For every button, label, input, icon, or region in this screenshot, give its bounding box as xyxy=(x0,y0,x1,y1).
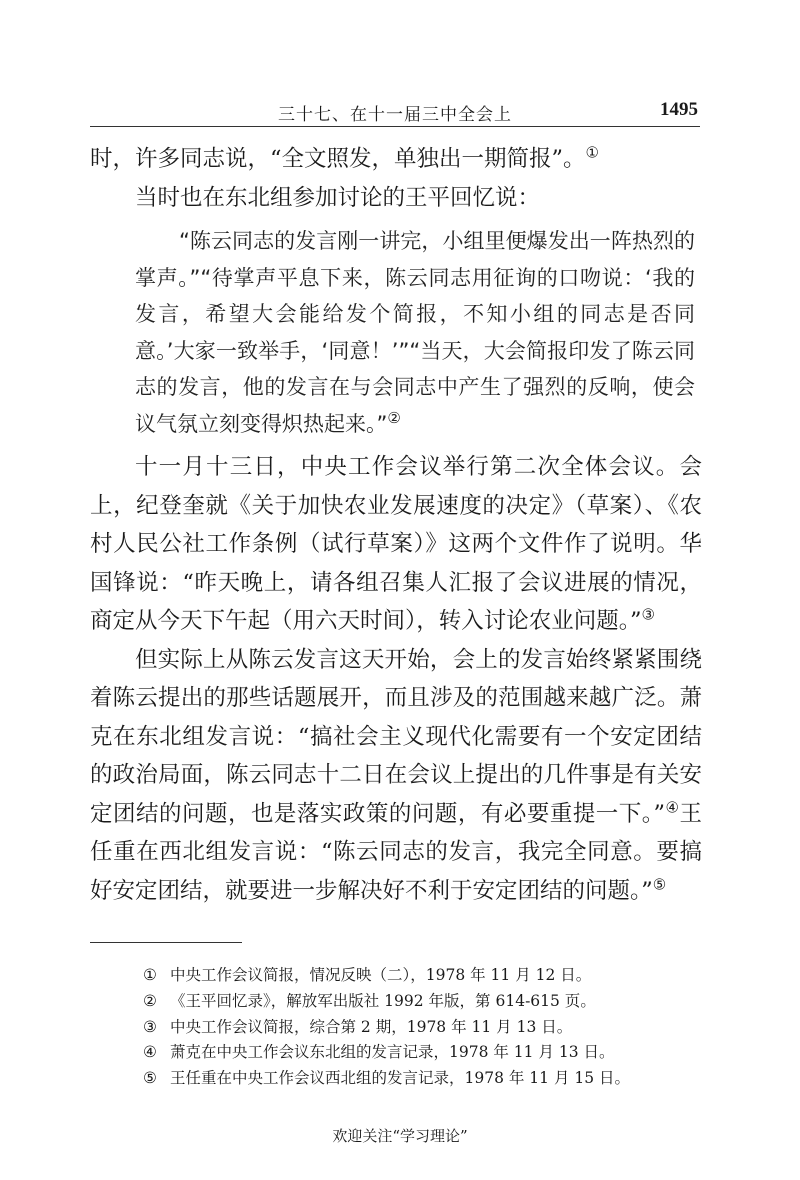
footnote-number: ④ xyxy=(143,1043,157,1062)
main-text xyxy=(90,140,702,910)
footnote xyxy=(143,989,703,1015)
footnote-ref-4: ④ xyxy=(665,798,680,816)
paragraph-4 xyxy=(90,641,702,911)
footnote xyxy=(143,1066,703,1092)
paragraph-2-text: 当时也在东北组参加讨论的王平回忆说： xyxy=(135,184,541,211)
paragraph-1 xyxy=(90,140,702,179)
paragraph-3-text: 十一月十三日，中央工作会议举行第二次全体会议。会上，纪登奎就《关于加快农业发展速度的决定》（草案）、《农村人民公社工作条例（试行草案）》这两个文件作了说明。华国锋说：“昨天晚上，请各组召集人汇报了会议进展的情况，商定从今天下午起（用六天时间），转入讨论农业问题。” xyxy=(90,454,702,634)
footnote-number: ⑤ xyxy=(143,1069,157,1088)
running-header xyxy=(90,100,700,127)
footnotes xyxy=(143,963,703,1092)
footnote-ref-2: ② xyxy=(387,408,401,427)
footnote-divider xyxy=(90,942,242,943)
footnote-number: ① xyxy=(143,966,157,984)
footnote-text: 中央工作会议简报，综合第 2 期，1978 年 11 月 13 日。 xyxy=(170,1017,573,1036)
footnote-text: 《王平回忆录》，解放军出版社 1992 年版，第 614-615 页。 xyxy=(170,991,596,1010)
footnote-number: ③ xyxy=(143,1017,157,1036)
page-number: 1495 xyxy=(660,99,698,120)
paragraph-4-text-a: 但实际上从陈云发言这天开始，会上的发言始终紧紧围绕着陈云提出的那些话题展开，而且涉及的范围越来越广泛。萧克在东北组发言说：“搞社会主义现代化需要有一个安定团结的政治局面，陈云同志十二日在会议上提出的几件事是有关安定团结的问题，也是落实政策的问题，有必要重提一下。” xyxy=(90,646,702,827)
footnote-ref-1: ① xyxy=(585,143,599,162)
block-quote xyxy=(135,223,695,442)
paragraph-2 xyxy=(90,179,702,218)
footer-caption: 欢迎关注“学习理论” xyxy=(332,1127,468,1145)
paragraph-1-text: 时，许多同志说，“全文照发，单独出一期简报”。 xyxy=(90,146,586,172)
footnote xyxy=(143,1040,703,1066)
paragraph-3 xyxy=(90,448,702,641)
footnote-number: ② xyxy=(143,991,157,1010)
footnote-text: 萧克在中央工作会议东北组的发言记录，1978 年 11 月 13 日。 xyxy=(170,1043,615,1062)
block-quote-text: “陈云同志的发言刚一讲完，小组里便爆发出一阵热烈的掌声。”“待掌声平息下来，陈云同志用征询的口吻说：‘我的发言，希望大会能给发个简报，不知小组的同志是否同意。’大家一致举手，‘同意！’”“当天，大会简报印发了陈云同志的发言，他的发言在与会同志中产生了强烈的反响，使会议气氛立刻变得炽热起来。” xyxy=(135,229,695,436)
footnote-ref-5: ⑤ xyxy=(652,875,667,893)
paragraph-4-text-b: 王任重在西北组发言说：“陈云同志的发言，我完全同意。要搞好安定团结，就要进一步解决好不利于安定团结的问题。” xyxy=(90,800,702,904)
footnote-text: 王任重在中央工作会议西北组的发言记录，1978 年 11 月 15 日。 xyxy=(170,1069,631,1088)
footnote-ref-3: ③ xyxy=(641,605,655,624)
footnote xyxy=(143,1015,703,1041)
footnote-text: 中央工作会议简报，情况反映（二），1978 年 11 月 12 日。 xyxy=(170,966,592,984)
footnote xyxy=(143,963,703,989)
chapter-title: 三十七、在十一届三中全会上 xyxy=(278,105,512,125)
